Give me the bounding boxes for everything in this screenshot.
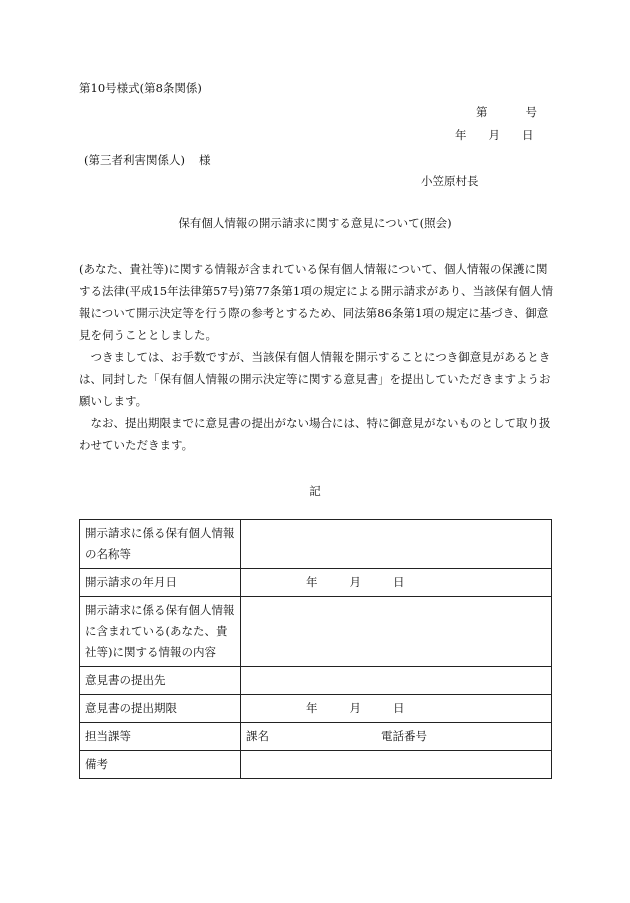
table-row [80, 520, 552, 569]
addressee [84, 152, 210, 168]
document-number [476, 104, 537, 120]
body-paragraph-1: (あなた、貴社等)に関する情報が含まれている保有個人情報について、個人情報の保護に関する法律(平成15年法律第57号)第77条第1項の規定による開示請求があり、当該保有個人情報について開示決定等を行う際の参考とするため、同法第86条第1項の規定に基づき、御意見を伺うこととしました。 [79, 262, 554, 342]
request-date-day: 日 [393, 575, 405, 589]
table-row [80, 695, 552, 723]
document-number-suffix: 号 [525, 105, 537, 119]
value-request-date [241, 569, 552, 597]
document-title: 保有個人情報の開示請求に関する意見について(照会) [178, 216, 452, 230]
body-paragraph-3: なお、提出期限までに意見書の提出がない場合には、特に御意見がないものとして取り扱わせていただきます。 [79, 416, 551, 452]
department-name-label: 課名 [246, 729, 269, 743]
label-department: 担当課等 [80, 723, 241, 751]
table-row [80, 751, 552, 779]
label-request-date: 開示請求の年月日 [80, 569, 241, 597]
label-submission-deadline: 意見書の提出期限 [80, 695, 241, 723]
date-year: 年 [455, 128, 467, 142]
form-number: 第10号様式(第8条関係) [79, 81, 202, 95]
value-department [241, 723, 552, 751]
date-month: 月 [488, 128, 500, 142]
table-row [80, 569, 552, 597]
value-submission-destination [241, 667, 552, 695]
phone-number-label: 電話番号 [381, 729, 427, 743]
table-row [80, 667, 552, 695]
label-submission-destination: 意見書の提出先 [80, 667, 241, 695]
value-remarks [241, 751, 552, 779]
body-text [79, 258, 554, 456]
info-table [79, 519, 552, 779]
body-paragraph-2: つきましては、お手数ですが、当該保有個人情報を開示することにつき御意見があるときは、同封した「保有個人情報の開示決定等に関する意見書」を提出していただきますようお願いします。 [79, 350, 551, 408]
addressee-name: (第三者利害関係人) [84, 153, 185, 167]
document-number-prefix: 第 [476, 105, 488, 119]
label-info-content: 開示請求に係る保有個人情報に含まれている(あなた、貴社等)に関する情報の内容 [80, 597, 241, 667]
label-info-name: 開示請求に係る保有個人情報の名称等 [80, 520, 241, 569]
addressee-honorific: 様 [198, 153, 211, 167]
request-date-month: 月 [349, 575, 361, 589]
issuer: 小笠原村長 [421, 174, 479, 188]
value-submission-deadline [241, 695, 552, 723]
deadline-year: 年 [306, 701, 318, 715]
value-info-name [241, 520, 552, 569]
date-day: 日 [522, 128, 534, 142]
label-remarks: 備考 [80, 751, 241, 779]
deadline-day: 日 [393, 701, 405, 715]
table-row [80, 597, 552, 667]
document-date [455, 127, 534, 143]
table-row [80, 723, 552, 751]
ki-heading: 記 [309, 484, 321, 498]
request-date-year: 年 [306, 575, 318, 589]
deadline-month: 月 [349, 701, 361, 715]
value-info-content [241, 597, 552, 667]
